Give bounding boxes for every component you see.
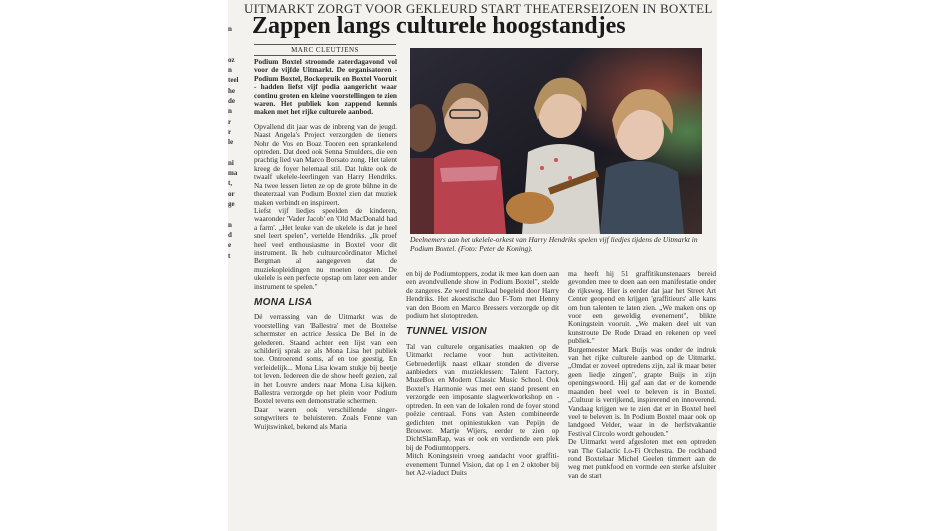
subheading-mona-lisa: MONA LISA <box>254 296 313 308</box>
white-background <box>0 0 228 531</box>
subheading-tunnel-vision: TUNNEL VISION <box>406 326 487 338</box>
photo-caption: Deelnemers aan het ukelele-orkest van Harry Hendriks spelen vijf liedjes tijdens de Uitmarkt in Podium Boxtel. (Foto: Peter de Koning). <box>410 235 698 253</box>
article-kicker: UITMARKT ZORGT VOOR GEKLEURD START THEATERSEIZOEN IN BOXTEL <box>244 1 713 16</box>
paragraph: Mitch Koningstein vroeg aandacht voor graffiti-evenement Tunnel Vision, dat op 1 en 2 oktober bij het A2-viaduct Duits <box>406 451 559 477</box>
article-column-3 <box>568 270 716 531</box>
article-byline: MARC CLEUTJENS <box>254 44 396 56</box>
paragraph: ma heeft hij 51 graffitikunstenaars bereid gevonden mee te doen aan een manifestatie onder de rijksweg. Hier is eerder dat jaar het Street Art Center geopend en krijgen 'graffitieurs' alle kans om hun talenten te laten zien. „We maken ons op voor een geweldig evenement", blikte Koningstein vooruit. „We maken deel uit van kunstroute De Rode Draad en rekenen op veel publiek." <box>568 270 716 346</box>
paragraph: Tal van culturele organisaties maakten op de Uitmarkt reclame voor hun activiteiten. Gebroederlijk naast elkaar stonden de diverse aanbieders van muzieklessen: Talent Factory, MuzeBox en Modern Classic Music School. Ook Boxtel's Harmonie was met een stand present en verzorgde een imposante slagwerkworkshop en -optreden. In een van de lokalen rond de foyer stond poëzie centraal. Fons van Asten combineerde gedichten met opiniestukken van Pepijn de Brouwer. Martje Wijers, eerder te zien op DichtSlamRap, was er ook en verdiende een plek bij de Podiumtoppers. <box>406 341 559 452</box>
paragraph: De Uitmarkt werd afgesloten met een optreden van The Galactic Lo-Fi Orchestra. De rockband rond Boxtelaar Michel Geelen timmert aan de weg met punkfood en vormde een sterke afsluiter van de start <box>568 437 716 480</box>
newspaper-page <box>228 0 717 531</box>
previous-article-edge: n oz n teel he de n r r le ni ma t, or ge n d e t <box>228 25 239 260</box>
paragraph: Dé verrassing van de Uitmarkt was de voorstelling van 'Ballestra' met de Boxtelse schermster en actrice Jessica De Bel in de gelederen. Staand achter een lijst van een schilderij sprak ze als Mona Lisa het publiek toe. Ontroerend soms, af en toe geestig. En verleidelijk... Mona Lisa kwam stukje bij beetje tot leven. Iedereen die de show heeft gezien, zal in het Louvre anders naar Mona Lisa kijken. Ballestra verzorgde op het plein voor Podium Boxtel tevens een demonstratie schermen. <box>254 312 397 406</box>
ukelele-photo-drawing <box>410 48 702 234</box>
paragraph: Opvallend dit jaar was de inbreng van de jeugd. Naast Angela's Project verzorgden de tieners Nohr de Vos en Boaz Tooren een sprankelend optreden. Dat deed ook Senna Smulders, die een prachtig lied van Marco Borsato zong. Het talent kreeg de foyer helemaal stil. Dat lukte ook de twaalf ukelele-leerlingen van Harry Hendriks. Na twee lessen lieten ze op de grote bühne in de theaterzaal van Podium Boxtel zien dat muziek maken verbindt en inspireert. <box>254 121 397 207</box>
article-headline: Zappen langs culturele hoogstandjes <box>252 13 626 39</box>
paragraph: Liefst vijf liedjes speelden de kinderen, waaronder 'Vader Jacob' en 'Old MacDonald had a farm'. „Het leuke van de ukelele is dat je heel snel leert spelen", vertelde Hendriks. „Ik proef heel veel enthousiasme in Boxtel voor dit instrument. Ik heb cultuurcoördinator Michel Bergman al aangegeven dat de muziekopleidingen nu moeten oogsten. De ukelele is een perfecte opstap om later een ander instrument te spelen." <box>254 205 397 291</box>
paragraph: Burgemeester Mark Buijs was onder de indruk van het rijke culturele aanbod op de Uitmarkt. „Omdat er zoveel optredens zijn, zal ik maar beter geen liedje zingen", grapte Buijs in zijn openingswoord. Hij gaf aan dat er de komende maanden heel veel te beleven is in Boxtel. „Cultuur is verrijkend, inspirerend en innoverend. Vandaag krijgen we te zien dat er in Boxtel heel veel te beleven is. In Podium Boxtel maar ook op landgoed Velder, waar in de herfstvakantie Festival Circolo wordt gehouden." <box>568 344 716 438</box>
paragraph: Daar waren ook verschillende singer-songwriters te beluisteren. Zoals Fenne van Wuijtswinkel, bekend als Maria <box>254 404 397 431</box>
article-column-1 <box>254 58 397 531</box>
ukelele-photo <box>410 48 702 234</box>
paragraph: en bij de Podiumtoppers, zodat ik mee kan doen aan een avondvullende show in Podium Boxtel", stelde de zangeres. Ze werd muzikaal begeleid door Harry Hendriks. Het akoestische duo F-Tom met Henny van den Boom en Marco Bressers verzorgde op dit podium het slotoptreden. <box>406 270 559 321</box>
article-column-2 <box>406 270 559 531</box>
article-lead: Podium Boxtel stroomde zaterdagavond vol voor de vijfde Uitmarkt. De organisatoren - Podium Boxtel, Bockepruik en Boxtel Vooruit - hadden liefst vijf podia aangericht waar continu groten en kleine voorstellingen te zien waren. Het publiek kon zappend kennis maken met het rijke culturele aanbod. <box>254 58 397 117</box>
